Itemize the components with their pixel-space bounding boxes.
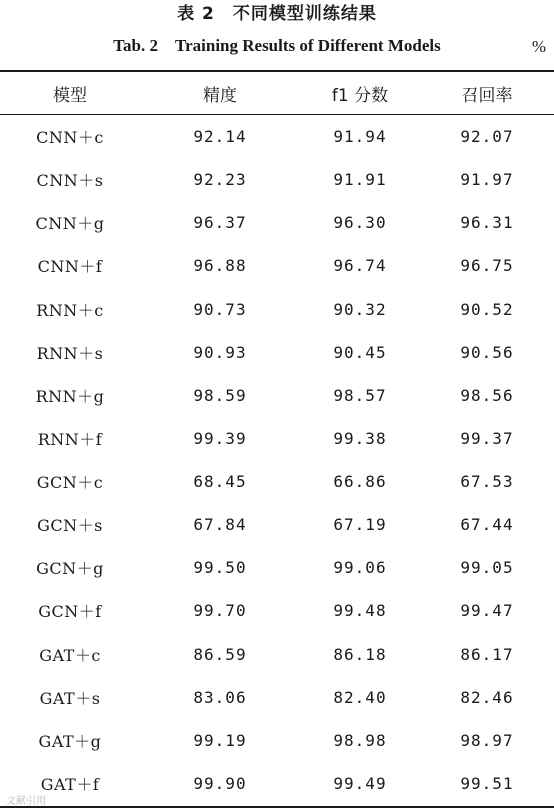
table-row — [0, 503, 554, 546]
table-row — [0, 417, 554, 460]
table-row — [0, 374, 554, 417]
table-row — [0, 719, 554, 762]
table-body — [0, 115, 554, 805]
cell-accuracy: 99.39 — [193, 428, 247, 448]
cell-recall: 92.07 — [460, 127, 514, 147]
cell-accuracy: 99.19 — [193, 730, 247, 750]
cell-model: CNN＋s — [36, 171, 104, 191]
cell-f1-score: 99.38 — [333, 428, 387, 448]
cell-recall: 67.44 — [460, 515, 514, 535]
cell-recall: 90.56 — [460, 342, 514, 362]
header-f1-score: f1 分数 — [331, 85, 389, 106]
cell-model: RNN＋g — [35, 386, 105, 406]
cell-f1-score: 99.49 — [333, 773, 387, 793]
cell-model: GCN＋c — [36, 473, 104, 493]
bottom-rule — [0, 806, 554, 808]
cell-model: CNN＋c — [36, 128, 104, 148]
cell-f1-score: 91.91 — [333, 170, 387, 190]
cell-model: GAT＋c — [39, 645, 101, 665]
cell-accuracy: 86.59 — [193, 644, 247, 664]
cell-model: RNN＋f — [37, 429, 103, 449]
cell-accuracy: 90.93 — [193, 342, 247, 362]
cell-accuracy: 67.84 — [193, 515, 247, 535]
cell-model: GCN＋g — [36, 559, 104, 579]
cell-recall: 82.46 — [460, 687, 514, 707]
header-model: 模型 — [53, 85, 87, 106]
cell-accuracy: 98.59 — [193, 385, 247, 405]
cell-recall: 86.17 — [460, 644, 514, 664]
cell-recall: 99.05 — [460, 558, 514, 578]
cell-f1-score: 67.19 — [333, 515, 387, 535]
cell-accuracy: 96.88 — [193, 256, 247, 276]
cell-f1-score: 86.18 — [333, 644, 387, 664]
table-row — [0, 115, 554, 158]
cell-f1-score: 99.06 — [333, 558, 387, 578]
cell-recall: 99.47 — [460, 601, 514, 621]
table-row — [0, 676, 554, 719]
cell-recall: 91.97 — [460, 170, 514, 190]
cell-model: GAT＋g — [38, 731, 102, 751]
cell-f1-score: 98.57 — [333, 385, 387, 405]
cell-accuracy: 92.14 — [193, 127, 247, 147]
table-row — [0, 158, 554, 201]
cell-f1-score: 96.74 — [333, 256, 387, 276]
table-header-row — [0, 72, 554, 114]
cell-accuracy: 99.70 — [193, 601, 247, 621]
table-row — [0, 633, 554, 676]
cell-f1-score: 98.98 — [333, 730, 387, 750]
cell-model: GCN＋f — [38, 602, 102, 622]
cell-recall: 96.75 — [460, 256, 514, 276]
table-row — [0, 288, 554, 331]
cell-f1-score: 91.94 — [333, 127, 387, 147]
cell-model: RNN＋s — [36, 343, 104, 363]
header-recall: 召回率 — [461, 85, 513, 106]
cell-accuracy: 68.45 — [193, 472, 247, 492]
cell-accuracy: 96.37 — [193, 213, 247, 233]
cell-accuracy: 83.06 — [193, 687, 247, 707]
table-row — [0, 201, 554, 244]
cell-f1-score: 96.30 — [333, 213, 387, 233]
cell-accuracy: 92.23 — [193, 170, 247, 190]
cell-f1-score: 90.32 — [333, 299, 387, 319]
cell-recall: 67.53 — [460, 472, 514, 492]
table-row — [0, 762, 554, 805]
table-row — [0, 244, 554, 287]
cell-recall: 90.52 — [460, 299, 514, 319]
cell-f1-score: 90.45 — [333, 342, 387, 362]
cell-recall: 96.31 — [460, 213, 514, 233]
cell-recall: 98.56 — [460, 385, 514, 405]
watermark: 文献引用 — [6, 796, 46, 807]
cell-recall: 99.51 — [460, 773, 514, 793]
table-caption-cn: 表 2 不同模型训练结果 — [177, 4, 377, 24]
cell-accuracy: 90.73 — [193, 299, 247, 319]
cell-f1-score: 82.40 — [333, 687, 387, 707]
unit-label: % — [531, 37, 546, 56]
cell-accuracy: 99.50 — [193, 558, 247, 578]
table-row — [0, 460, 554, 503]
cell-model: CNN＋g — [35, 214, 105, 234]
header-accuracy: 精度 — [203, 85, 237, 106]
table-row — [0, 546, 554, 589]
table-row — [0, 331, 554, 374]
table-row — [0, 589, 554, 632]
cell-recall: 99.37 — [460, 428, 514, 448]
table-caption-en: Tab. 2 Training Results of Different Models — [113, 36, 441, 55]
cell-model: RNN＋c — [36, 300, 104, 320]
cell-model: CNN＋f — [37, 257, 103, 277]
cell-f1-score: 99.48 — [333, 601, 387, 621]
cell-f1-score: 66.86 — [333, 472, 387, 492]
cell-model: GAT＋f — [40, 774, 100, 794]
cell-recall: 98.97 — [460, 730, 514, 750]
cell-model: GCN＋s — [37, 516, 103, 536]
cell-accuracy: 99.90 — [193, 773, 247, 793]
cell-model: GAT＋s — [39, 688, 101, 708]
